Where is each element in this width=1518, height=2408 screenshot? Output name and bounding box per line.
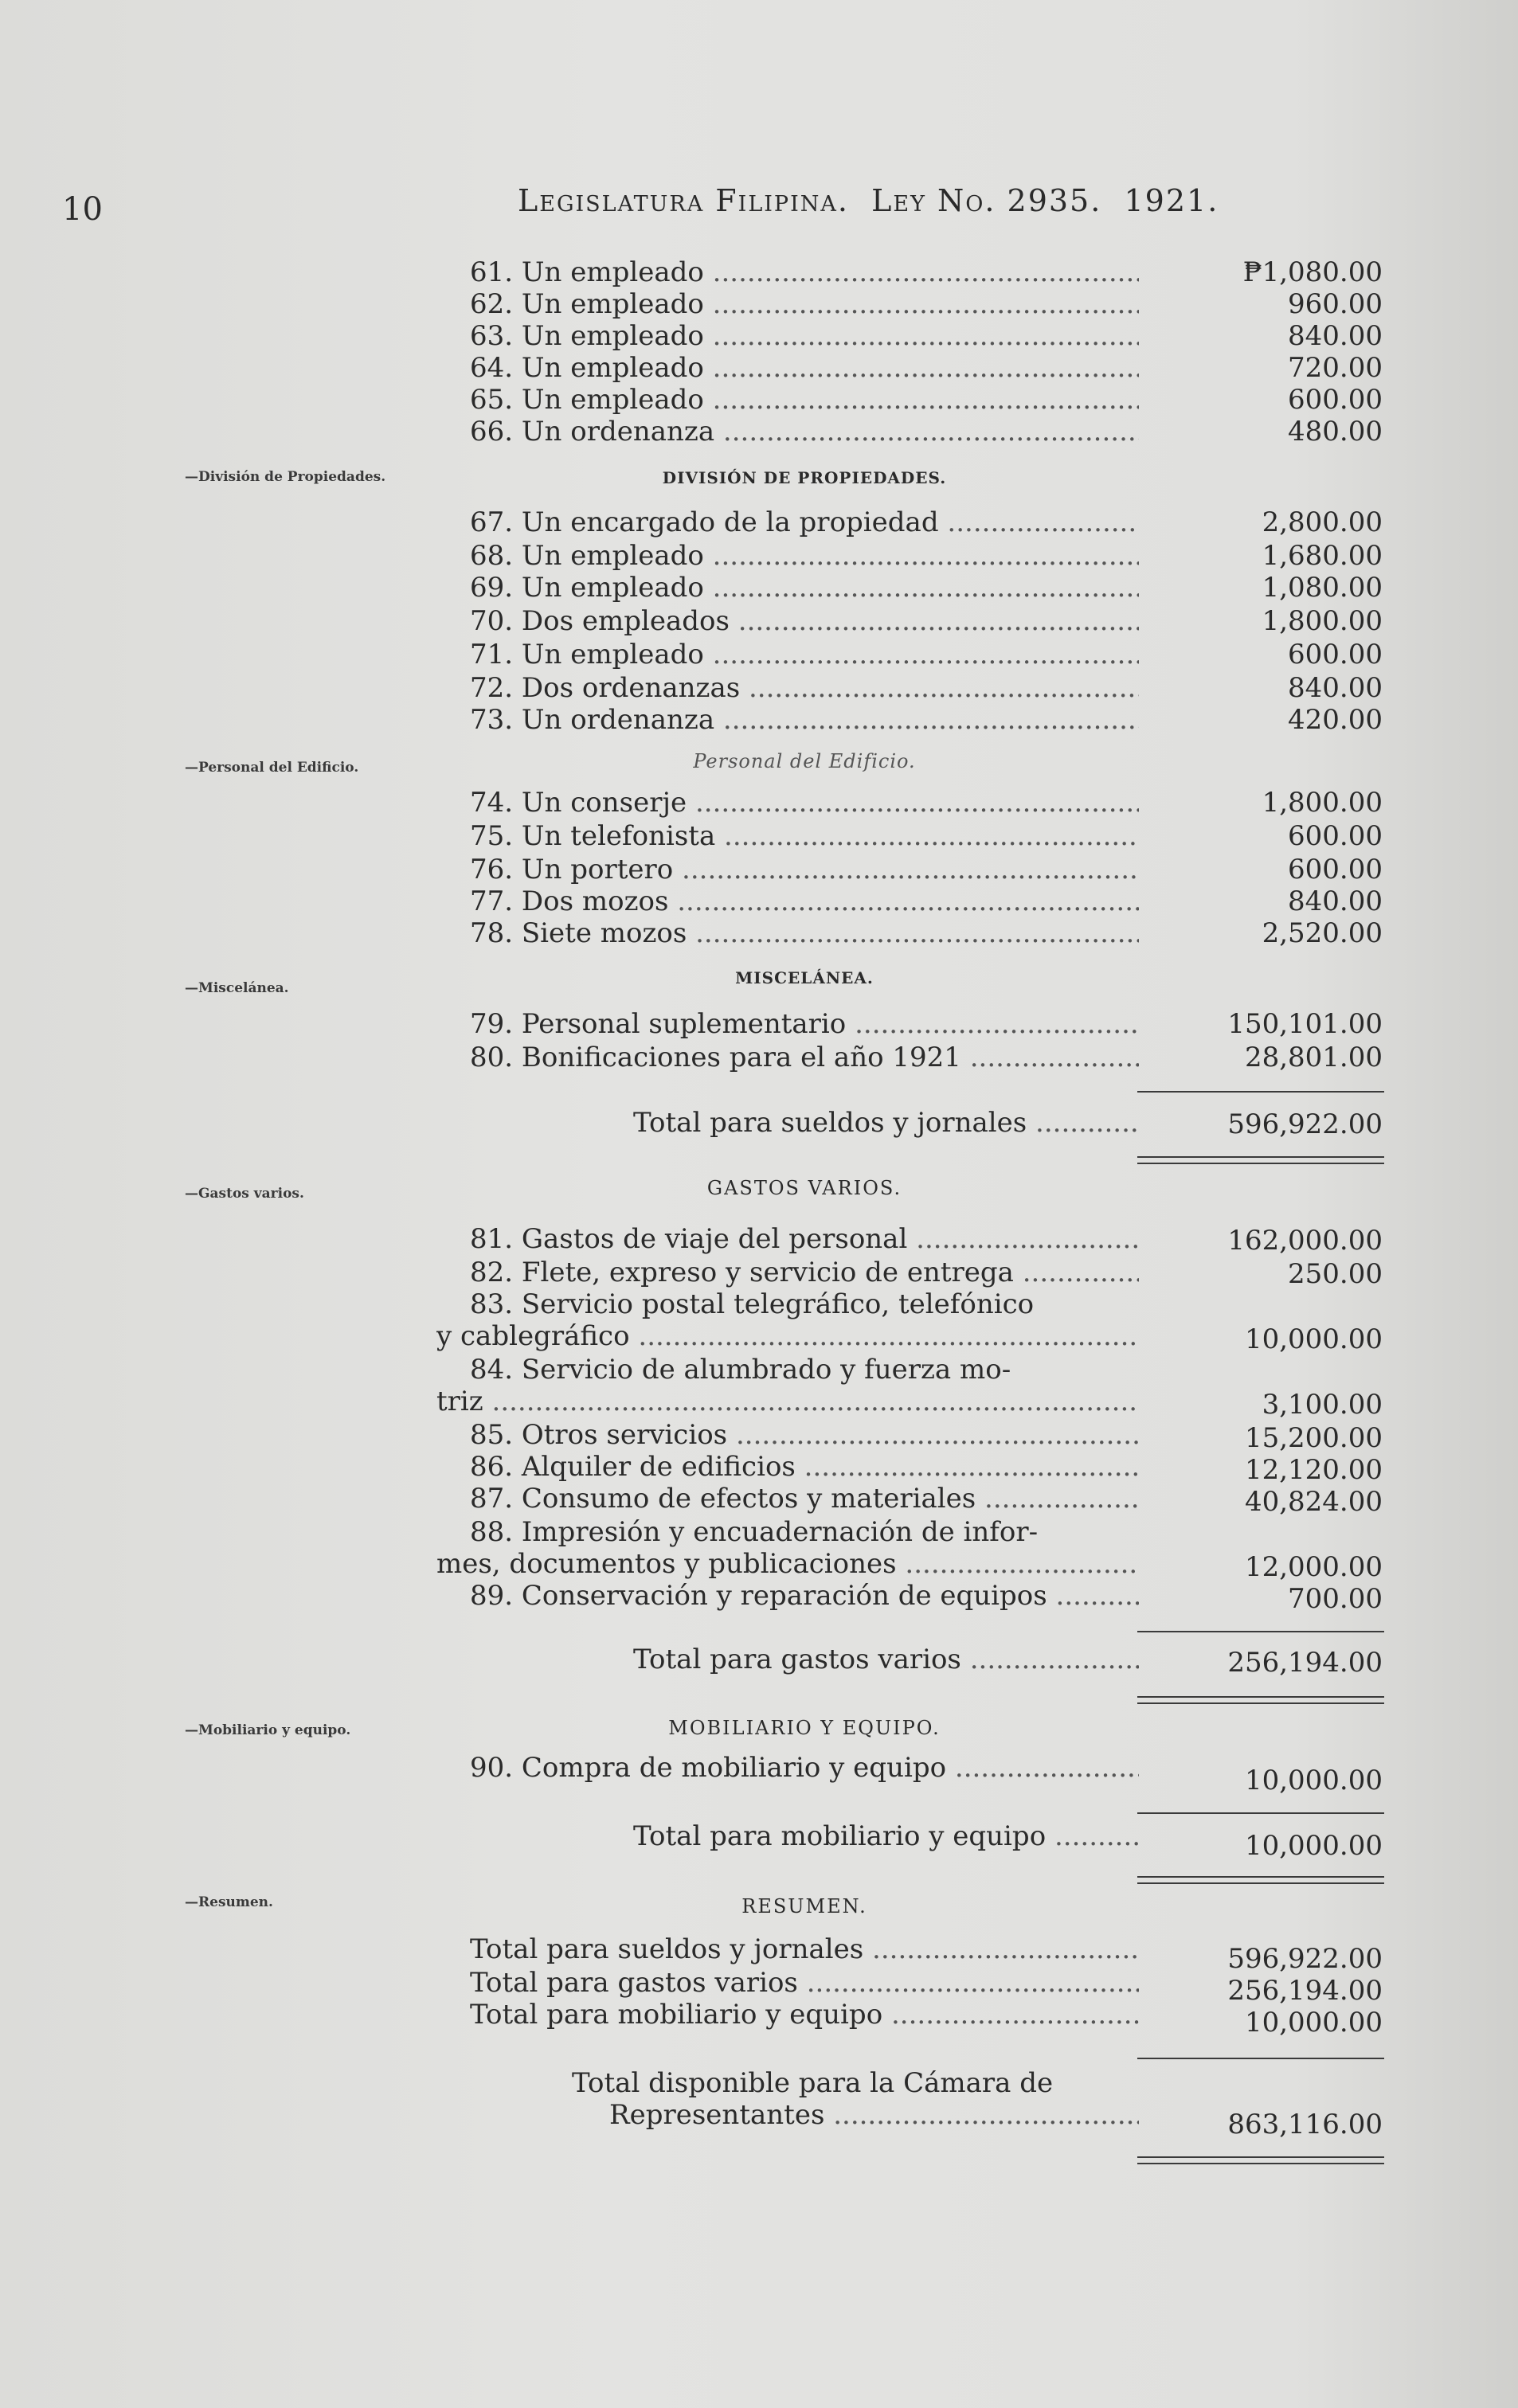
item-amount: 162,000.00 (1227, 1225, 1383, 1257)
item-amount: ₱1,080.00 (1242, 256, 1383, 288)
item-label: 64. Un empleado ..... (470, 352, 1139, 384)
item-label: 71. Un empleado ..... (470, 639, 1139, 670)
resumen-amount-sueldos: 596,922.00 (1227, 1943, 1383, 1975)
item-label: 63. Un empleado ..... (470, 320, 1139, 352)
item-label: 74. Un conserje ..... (470, 787, 1139, 819)
item-label: 81. Gastos de viaje del personal ..... (470, 1223, 1139, 1255)
item-label: 73. Un ordenanza ..... (470, 704, 1139, 736)
total-mobiliario-amount: 10,000.00 (1244, 1830, 1383, 1862)
item-label: 79. Personal suplementario ..... (470, 1008, 1139, 1040)
item-88-line-1: 88. Impresión y encuadernación de infor- (470, 1516, 1039, 1548)
item-label: 68. Un empleado ..... (470, 540, 1139, 572)
item-88-amount: 12,000.00 (1244, 1551, 1383, 1583)
item-label: 85. Otros servicios ..... (470, 1419, 1139, 1451)
item-amount: 1,800.00 (1262, 787, 1383, 819)
total-sueldos-label: Total para sueldos y jornales ..... (633, 1107, 1139, 1139)
item-label: 61. Un empleado ..... (470, 256, 1139, 288)
margin-note-personal: —Personal del Edificio. (185, 760, 359, 776)
item-label: 65. Un empleado ..... (470, 384, 1139, 416)
item-amount: 12,120.00 (1244, 1454, 1383, 1486)
item-label: 66. Un ordenanza ..... (470, 416, 1139, 448)
subtotal-rule (1137, 2058, 1384, 2059)
resumen-line-sueldos: Total para sueldos y jornales ..... (470, 1933, 1139, 1965)
item-amount: 150,101.00 (1227, 1008, 1383, 1040)
item-amount: 2,520.00 (1262, 917, 1383, 949)
section-heading-resumen: RESUMEN. (741, 1895, 867, 1917)
margin-note-resumen: —Resumen. (185, 1894, 273, 1910)
item-amount: 420.00 (1288, 704, 1383, 736)
total-double-rule (1137, 1696, 1384, 1704)
item-amount: 960.00 (1288, 288, 1383, 320)
resumen-amount-mobiliario: 10,000.00 (1244, 2007, 1383, 2039)
total-double-rule (1137, 1876, 1384, 1884)
margin-note-miscelanea: —Miscelánea. (185, 980, 289, 996)
running-head-law: Ley No. 2935. (871, 183, 1102, 218)
item-84-amount: 3,100.00 (1262, 1389, 1383, 1421)
running-head (518, 183, 1219, 218)
item-label: 86. Alquiler de edificios ..... (470, 1451, 1139, 1483)
total-gastos-amount: 256,194.00 (1227, 1647, 1383, 1679)
item-83-amount: 10,000.00 (1244, 1323, 1383, 1355)
running-head-year: 1921. (1124, 183, 1219, 218)
section-heading-miscelanea: MISCELÁNEA. (735, 968, 874, 987)
item-amount: 600.00 (1288, 384, 1383, 416)
item-amount: 1,680.00 (1262, 540, 1383, 572)
subtotal-rule (1137, 1631, 1384, 1632)
item-amount: 840.00 (1288, 885, 1383, 917)
total-double-rule (1137, 1156, 1384, 1164)
item-label: 82. Flete, expreso y servicio de entrega ..... (470, 1257, 1139, 1288)
item-amount: 1,800.00 (1262, 605, 1383, 637)
item-label: 62. Un empleado ..... (470, 288, 1139, 320)
page-number: 10 (62, 191, 103, 228)
total-mobiliario-label: Total para mobiliario y equipo ..... (633, 1820, 1139, 1852)
item-amount: 10,000.00 (1244, 1765, 1383, 1796)
item-label: 90. Compra de mobiliario y equipo ..... (470, 1752, 1139, 1784)
total-sueldos-amount: 596,922.00 (1227, 1108, 1383, 1140)
total-disponible-line-1: Total disponible para la Cámara de (572, 2067, 1054, 2099)
item-label: 72. Dos ordenanzas ..... (470, 672, 1139, 704)
item-label: 80. Bonificaciones para el año 1921 ..... (470, 1042, 1139, 1073)
item-label: 75. Un telefonista ..... (470, 820, 1139, 852)
margin-note-propiedades: —División de Propiedades. (185, 469, 386, 485)
item-amount: 720.00 (1288, 352, 1383, 384)
item-84-line-2: triz ..... (436, 1386, 1139, 1417)
section-heading-personal: Personal del Edificio. (693, 750, 916, 772)
total-double-rule (1137, 2156, 1384, 2164)
item-amount: 15,200.00 (1244, 1422, 1383, 1454)
item-label: 78. Siete mozos ..... (470, 917, 1139, 949)
item-83-line-2: y cablegráfico ..... (436, 1320, 1139, 1352)
resumen-line-mobiliario: Total para mobiliario y equipo ..... (470, 1999, 1139, 2031)
item-amount: 600.00 (1288, 639, 1383, 670)
item-label: 77. Dos mozos ..... (470, 885, 1139, 917)
item-amount: 600.00 (1288, 820, 1383, 852)
margin-note-gastos: —Gastos varios. (185, 1186, 304, 1202)
item-amount: 840.00 (1288, 672, 1383, 704)
item-amount: 28,801.00 (1244, 1042, 1383, 1073)
item-88-line-2: mes, documentos y publicaciones ..... (436, 1548, 1139, 1580)
item-label: 76. Un portero ..... (470, 854, 1139, 885)
section-heading-propiedades: DIVISIÓN DE PROPIEDADES. (662, 468, 947, 487)
item-label: 69. Un empleado ..... (470, 572, 1139, 604)
section-heading-mobiliario: MOBILIARIO Y EQUIPO. (668, 1717, 941, 1739)
item-amount: 480.00 (1288, 416, 1383, 448)
item-label: 67. Un encargado de la propiedad ..... (470, 506, 1139, 538)
item-amount: 1,080.00 (1262, 572, 1383, 604)
item-84-line-1: 84. Servicio de alumbrado y fuerza mo- (470, 1354, 1011, 1386)
section-heading-gastos: GASTOS VARIOS. (706, 1177, 902, 1199)
item-83-line-1: 83. Servicio postal telegráfico, telefónico (470, 1288, 1035, 1320)
item-label: 87. Consumo de efectos y materiales ..... (470, 1483, 1139, 1515)
item-label: 89. Conservación y reparación de equipos ..... (470, 1580, 1139, 1612)
resumen-line-gastos: Total para gastos varios ..... (470, 1967, 1139, 1999)
item-amount: 840.00 (1288, 320, 1383, 352)
item-amount: 2,800.00 (1262, 506, 1383, 538)
margin-note-mobiliario: —Mobiliario y equipo. (185, 1722, 351, 1738)
resumen-amount-gastos: 256,194.00 (1227, 1975, 1383, 2007)
subtotal-rule (1137, 1812, 1384, 1814)
item-amount: 600.00 (1288, 854, 1383, 885)
total-disponible-line-2: Representantes ..... (609, 2099, 1139, 2131)
item-amount: 700.00 (1288, 1583, 1383, 1615)
item-amount: 40,824.00 (1244, 1486, 1383, 1518)
subtotal-rule (1137, 1091, 1384, 1093)
running-head-legislature: Legislatura Filipina. (518, 183, 849, 218)
item-label: 70. Dos empleados ..... (470, 605, 1139, 637)
total-gastos-label: Total para gastos varios ..... (633, 1644, 1139, 1675)
item-amount: 250.00 (1288, 1258, 1383, 1290)
total-disponible-amount: 863,116.00 (1227, 2109, 1383, 2140)
